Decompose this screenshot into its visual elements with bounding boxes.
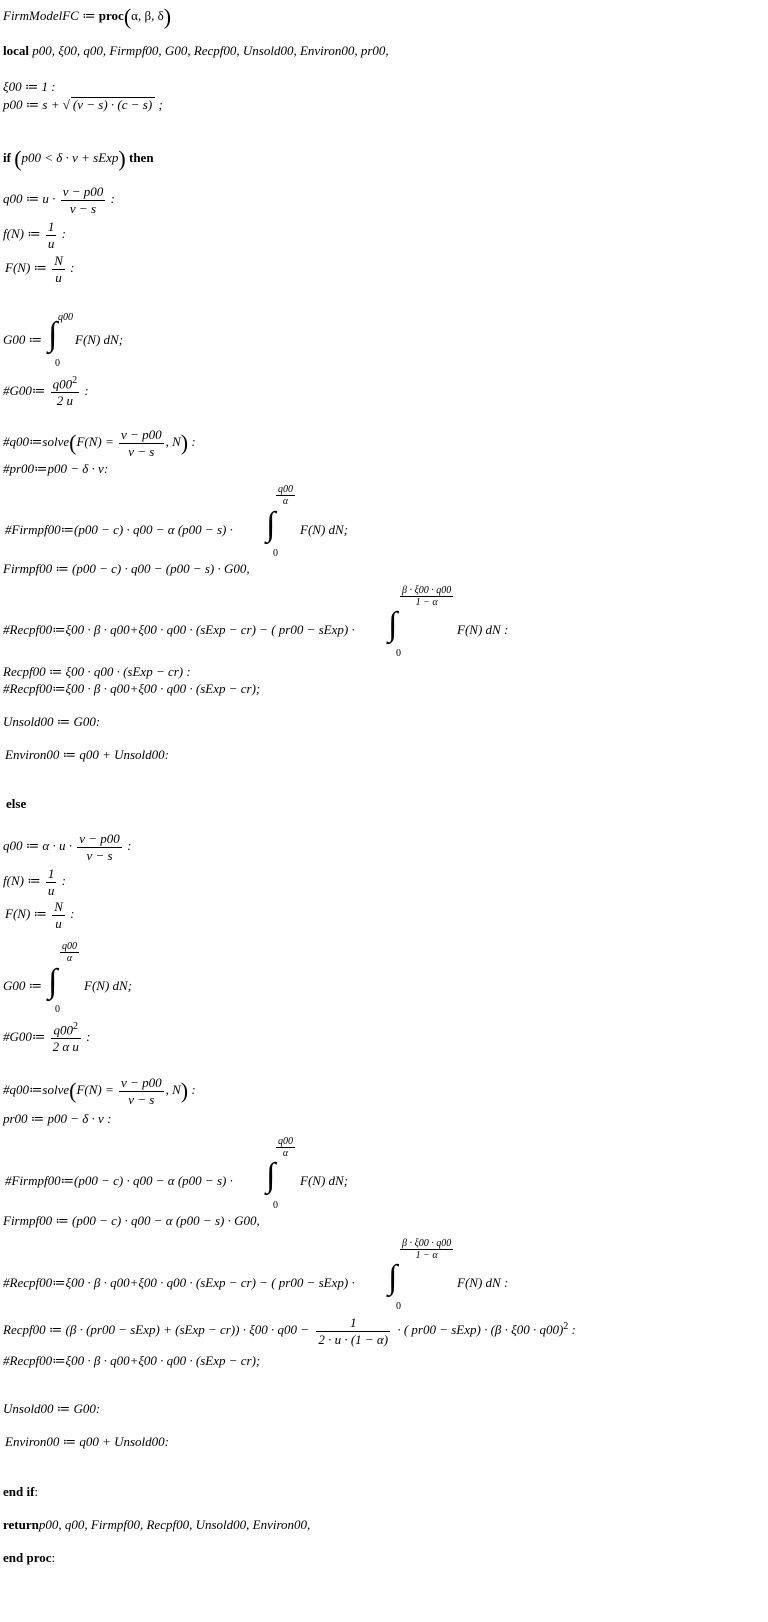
if-firm-comment-lower: 0 — [273, 548, 278, 559]
else-q-lhs: q00 ≔ α · u · — [3, 838, 73, 854]
if-G-comment-lhs: #G00≔ — [3, 382, 46, 398]
if-pr-comment: #pr00≔p00 − δ · ν: — [3, 461, 109, 476]
if-f-den: u — [47, 235, 55, 251]
if-rec-line: Recpf00 ≔ ξ00 · q00 · (sExp − cr) : — [3, 664, 191, 679]
if-firm-comment: #Firmpf00≔(p00 − c) · q00 − α (p00 − s) · — [5, 522, 233, 537]
else-rec-comment2: #Recpf00≔ξ00 · β · q00+ξ00 · q00 · (sExp − cr); — [3, 1353, 261, 1368]
else-rec-line-sup: 2 — [563, 1320, 569, 1332]
if-f-tail: : — [61, 226, 66, 242]
else-F-assign — [5, 900, 74, 930]
p-lhs: p00 ≔ s + — [3, 97, 60, 112]
if-q-lhs: q00 ≔ u · — [3, 191, 56, 207]
else-rec-comment-body: F(N) dN : — [457, 1275, 509, 1290]
if-firm-comment-body: F(N) dN; — [300, 522, 349, 537]
if-rec-comment2: #Recpf00≔ξ00 · β · q00+ξ00 · q00 · (sExp − cr); — [3, 681, 261, 696]
else-rec-integral-sign: ∫ — [388, 1259, 398, 1296]
else-firm-comment-upper: q00 α — [278, 1136, 293, 1159]
if-G-integral-sign: ∫ — [48, 316, 58, 353]
if-rec-comment-body: F(N) dN : — [457, 622, 509, 637]
else-rec-line-b: · ( pr00 − sExp) · (β · ξ00 · q00) — [397, 1322, 564, 1338]
else-F-tail: : — [70, 906, 75, 922]
lparen: ( — [123, 4, 132, 29]
if-solve-end: : — [191, 434, 196, 450]
if-firm-integral-sign: ∫ — [266, 506, 276, 543]
return-vars: p00, q00, Firmpf00, Recpf00, Unsold00, Environ00, — [38, 1517, 311, 1532]
if-solve-arg: F(N) = — [76, 434, 114, 450]
if-G-body: F(N) dN; — [75, 332, 124, 347]
else-G-comment — [3, 1022, 91, 1054]
if-G-comment-den: 2 u — [56, 392, 73, 408]
else-q-tail: : — [127, 838, 132, 854]
else-G-integral-sign: ∫ — [48, 963, 58, 1000]
else-rec-line-tail: : — [571, 1322, 576, 1338]
else-f-num: 1 — [47, 866, 55, 881]
if-f-lhs: f(N) ≔ — [3, 226, 41, 242]
else-rec-line — [3, 1316, 576, 1346]
if-q-tail: : — [110, 191, 115, 207]
else-f-assign — [3, 867, 66, 897]
else-f-den: u — [47, 882, 55, 898]
else-environ: Environ00 ≔ q00 + Unsold00: — [5, 1434, 169, 1449]
if-solve-num: ν − p00 — [121, 427, 162, 442]
else-solve-lhs: #q00≔solve — [3, 1082, 70, 1098]
p-tail: ; — [158, 97, 163, 112]
else-q-assign — [3, 832, 131, 862]
else-f-tail: : — [61, 873, 66, 889]
else-q-den: ν − s — [86, 847, 113, 863]
else-G-lhs: G00 ≔ — [3, 978, 43, 993]
proc-params: α, β, δ — [131, 7, 164, 23]
if-G-lower: 0 — [55, 358, 60, 369]
endproc-keyword: end proc — [3, 1550, 52, 1565]
else-G-upper: q00 α — [62, 941, 77, 964]
if-G-upper: q00 — [58, 312, 73, 323]
if-condition: p00 < δ · ν + sExp — [21, 149, 119, 165]
p-sqrt: (ν − s) · (c − s) — [71, 97, 155, 111]
else-G-body: F(N) dN; — [84, 978, 133, 993]
else-G-comment-lhs: #G00≔ — [3, 1028, 46, 1044]
local-line — [3, 44, 389, 57]
proc-name: FirmModelFC — [3, 7, 79, 23]
if-q-assign — [3, 185, 115, 215]
if-f-assign — [3, 220, 66, 250]
else-q-num: ν − p00 — [79, 831, 120, 846]
if-F-lhs: F(N) ≔ — [5, 260, 47, 276]
if-G-comment-tail: : — [84, 382, 89, 398]
else-f-lhs: f(N) ≔ — [3, 873, 41, 889]
return-keyword: return — [3, 1517, 39, 1532]
if-solve-line: #q00≔solve(F(N) = $\frac{\nu - p00}{\nu - s}$ , N) : — [3, 427, 196, 459]
endif-line — [3, 1485, 38, 1498]
else-keyword: else — [6, 796, 27, 811]
else-G-comment-num: q00 — [53, 1022, 73, 1038]
else-rec-line-a: Recpf00 ≔ (β · (pr00 − sExp) + (sExp − cr)) · ξ00 · q00 − — [3, 1322, 310, 1338]
if-rec-integral-sign: ∫ — [388, 606, 398, 643]
endif-tail: : — [34, 1484, 39, 1499]
else-rec-line-num: 1 — [316, 1316, 390, 1332]
if-G-comment-sup: 2 — [72, 375, 78, 386]
if-rec-comment-lower: 0 — [396, 648, 401, 659]
else-solve-line: #q00≔solve(F(N) = $\frac{\nu - p00}{\nu - s}$ , N) : — [3, 1075, 196, 1107]
local-keyword: local — [3, 43, 29, 58]
rparen: ) — [163, 4, 172, 29]
else-G-lower: 0 — [55, 1004, 60, 1015]
else-firm-line: Firmpf00 ≔ (p00 − c) · q00 − α (p00 − s) · G00, — [3, 1213, 260, 1228]
else-solve-end: : — [191, 1082, 196, 1098]
else-solve-num: ν − p00 — [121, 1075, 162, 1090]
endproc-tail: : — [51, 1550, 56, 1565]
else-F-den: u — [55, 915, 62, 931]
proc-keyword: proc — [98, 7, 124, 23]
if-rec-comment: #Recpf00≔ξ00 · β · q00+ξ00 · q00 · (sExp − cr) − ( pr00 − sExp) · — [3, 622, 355, 637]
if-F-den: u — [55, 269, 62, 285]
if-line: if (p00 < δ · ν + sExp) then — [3, 146, 154, 171]
if-solve-den: ν − s — [128, 443, 155, 459]
return-line — [3, 1518, 310, 1531]
if-solve-tail: , N — [165, 434, 181, 450]
if-F-tail: : — [70, 260, 75, 276]
else-pr-line: pr00 ≔ p00 − δ · ν : — [3, 1111, 112, 1126]
if-firm-comment-upper: q00 α — [278, 484, 293, 507]
assign-op: ≔ — [78, 7, 99, 23]
if-firm-line: Firmpf00 ≔ (p00 − c) · q00 − (p00 − s) · G00, — [3, 561, 250, 576]
if-F-num: N — [54, 253, 63, 268]
endproc-line — [3, 1551, 55, 1564]
else-unsold: Unsold00 ≔ G00: — [3, 1401, 101, 1416]
then-keyword: then — [129, 149, 154, 165]
if-F-assign — [5, 254, 74, 284]
else-G-comment-tail: : — [86, 1028, 91, 1044]
if-q-den: ν − s — [69, 200, 97, 216]
if-unsold: Unsold00 ≔ G00: — [3, 714, 101, 729]
else-solve-den: ν − s — [128, 1091, 155, 1107]
else-rec-comment-lower: 0 — [396, 1301, 401, 1312]
if-solve-lhs: #q00≔solve — [3, 434, 70, 450]
xi-assign: ξ00 ≔ 1 : — [3, 79, 56, 94]
proc-header — [3, 6, 171, 28]
else-firm-comment-body: F(N) dN; — [300, 1173, 349, 1188]
else-G-comment-den: 2 α u — [52, 1038, 79, 1054]
else-firm-integral-sign: ∫ — [266, 1157, 276, 1194]
else-solve-arg: F(N) = — [76, 1082, 114, 1098]
endif-keyword: end if — [3, 1484, 35, 1499]
else-F-lhs: F(N) ≔ — [5, 906, 47, 922]
else-rec-comment: #Recpf00≔ξ00 · β · q00+ξ00 · q00 · (sExp − cr) − ( pr00 − sExp) · — [3, 1275, 355, 1290]
if-f-num: 1 — [47, 219, 55, 234]
else-solve-tail: , N — [165, 1082, 181, 1098]
if-G-comment-num: q00 — [52, 376, 73, 392]
else-firm-comment: #Firmpf00≔(p00 − c) · q00 − α (p00 − s) · — [5, 1173, 233, 1188]
if-G-lhs: G00 ≔ — [3, 332, 43, 347]
else-G-comment-sup: 2 — [72, 1021, 78, 1032]
if-q-num: ν − p00 — [62, 184, 104, 199]
else-F-num: N — [54, 899, 63, 914]
if-rec-comment-upper: β · ξ00 · q00 1 − α — [402, 585, 452, 608]
if-environ: Environ00 ≔ q00 + Unsold00: — [5, 747, 169, 762]
if-keyword: if — [3, 149, 11, 165]
else-rec-line-den: 2 · u · (1 − α) — [318, 1331, 389, 1347]
if-G-comment — [3, 376, 89, 408]
p-assign: p00 ≔ s + √ (ν − s) · (c − s) ; — [3, 97, 163, 112]
else-firm-comment-lower: 0 — [273, 1200, 278, 1211]
else-rec-comment-upper: β · ξ00 · q00 1 − α — [402, 1238, 452, 1261]
local-vars: p00, ξ00, q00, Firmpf00, G00, Recpf00, Unsold00, Environ00, pr00, — [32, 43, 389, 58]
